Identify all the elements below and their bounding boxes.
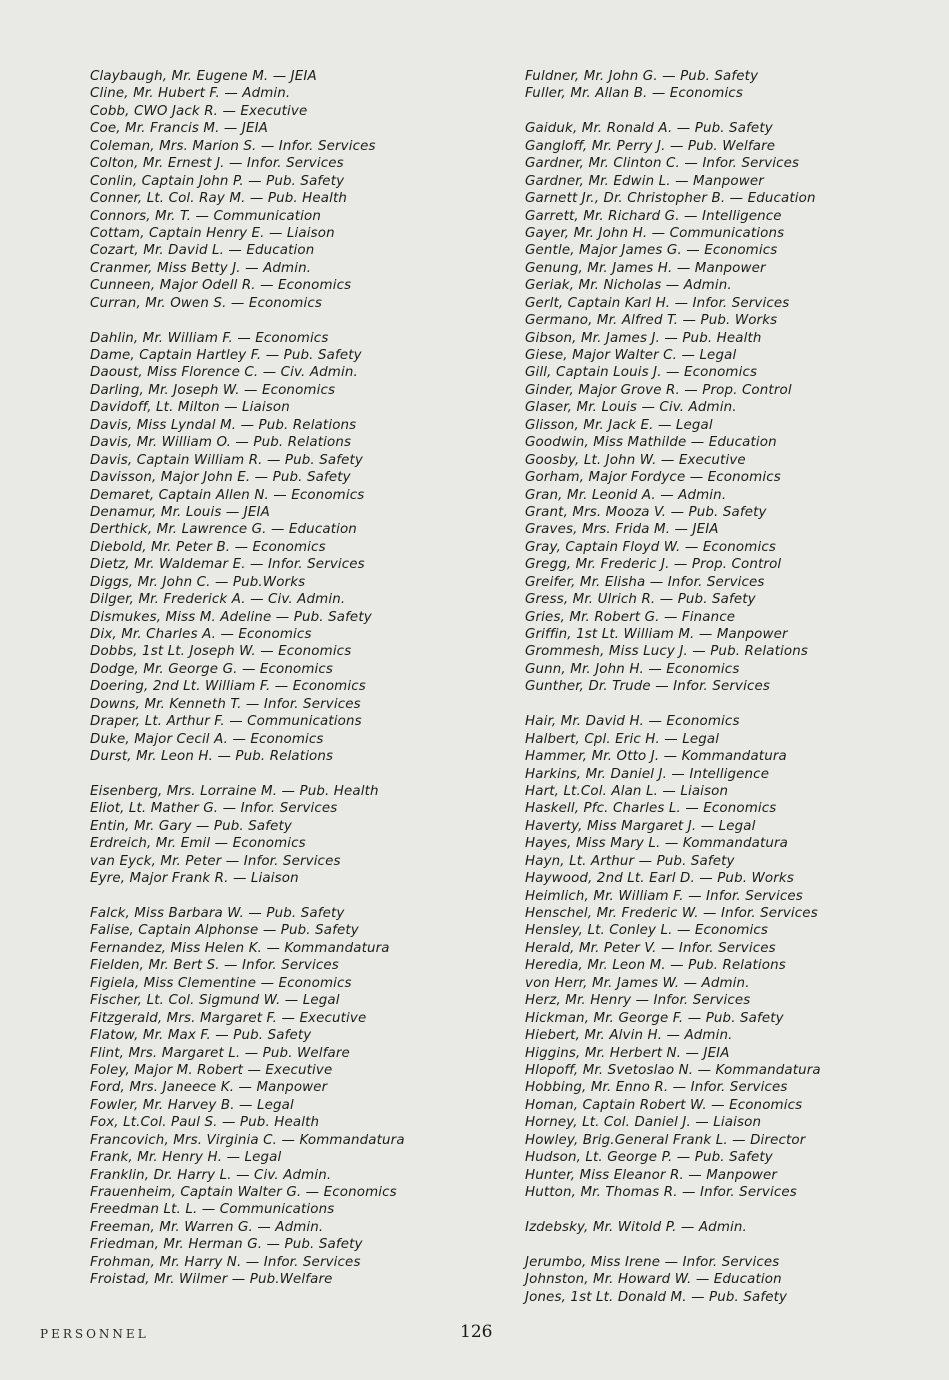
- personnel-entry: Foley, Major M. Robert — Executive: [90, 1062, 333, 1078]
- personnel-entry: Friedman, Mr. Herman G. — Pub. Safety: [90, 1237, 363, 1253]
- personnel-entry: Haskell, Pfc. Charles L. — Economics: [525, 801, 777, 817]
- personnel-entry: Conner, Lt. Col. Ray M. — Pub. Health: [90, 191, 348, 207]
- personnel-entry: Griffin, 1st Lt. William M. — Manpower: [525, 627, 788, 642]
- personnel-entry: Freeman, Mr. Warren G. — Admin.: [90, 1219, 324, 1235]
- personnel-entry: Gran, Mr. Leonid A. — Admin.: [525, 487, 727, 503]
- personnel-entry: Halbert, Cpl. Eric H. — Legal: [525, 731, 720, 747]
- personnel-entry: Haverty, Miss Margaret J. — Legal: [525, 818, 756, 834]
- footer-section-label: PERSONNEL: [40, 1327, 149, 1341]
- personnel-entry: Downs, Mr. Kenneth T. — Infor. Services: [90, 696, 361, 712]
- left-column: [90, 68, 500, 1289]
- personnel-entry: Flatow, Mr. Max F. — Pub. Safety: [90, 1028, 312, 1044]
- personnel-entry: Henschel, Mr. Frederic W. — Infor. Services: [525, 906, 818, 921]
- personnel-entry: Entin, Mr. Gary — Pub. Safety: [90, 818, 292, 834]
- personnel-entry: Falise, Captain Alphonse — Pub. Safety: [90, 923, 359, 939]
- section-gap: [90, 766, 500, 783]
- personnel-entry: Hobbing, Mr. Enno R. — Infor. Services: [525, 1080, 788, 1096]
- personnel-entry: Giese, Major Walter C. — Legal: [525, 348, 737, 363]
- personnel-entry: Duke, Major Cecil A. — Economics: [90, 731, 324, 747]
- personnel-entry: Diggs, Mr. John C. — Pub.Works: [90, 574, 306, 590]
- personnel-entry: Gill, Captain Louis J. — Economics: [525, 365, 758, 381]
- personnel-entry: Froistad, Mr. Wilmer — Pub.Welfare: [90, 1272, 333, 1288]
- personnel-entry: Hutton, Mr. Thomas R. — Infor. Services: [525, 1185, 797, 1200]
- personnel-entry: Hair, Mr. David H. — Economics: [525, 714, 740, 730]
- personnel-entry: Gaiduk, Mr. Ronald A. — Pub. Safety: [525, 121, 773, 137]
- personnel-entry: Gardner, Mr. Clinton C. — Infor. Services: [525, 156, 800, 172]
- personnel-entry: Fowler, Mr. Harvey B. — Legal: [90, 1097, 294, 1113]
- page-number: 126: [460, 1322, 493, 1342]
- personnel-entry: Howley, Brig.General Frank L. — Director: [525, 1132, 806, 1148]
- personnel-entry: Genung, Mr. James H. — Manpower: [525, 260, 766, 276]
- personnel-entry: Cline, Mr. Hubert F. — Admin.: [90, 86, 291, 102]
- personnel-entry: Flint, Mrs. Margaret L. — Pub. Welfare: [90, 1045, 350, 1061]
- personnel-entry: Cobb, CWO Jack R. — Executive: [90, 103, 308, 119]
- personnel-entry: Eliot, Lt. Mather G. — Infor. Services: [90, 801, 338, 817]
- personnel-entry: Hickman, Mr. George F. — Pub. Safety: [525, 1010, 784, 1026]
- personnel-entry: Cozart, Mr. David L. — Education: [90, 243, 315, 259]
- personnel-entry: Cunneen, Major Odell R. — Economics: [90, 278, 352, 294]
- personnel-entry: van Eyck, Mr. Peter — Infor. Services: [90, 853, 341, 869]
- personnel-entry: Davis, Captain William R. — Pub. Safety: [90, 452, 363, 468]
- personnel-entry: Gibson, Mr. James J. — Pub. Health: [525, 330, 762, 346]
- personnel-entry: Horney, Lt. Col. Daniel J. — Liaison: [525, 1115, 762, 1131]
- personnel-entry: Jones, 1st Lt. Donald M. — Pub. Safety: [525, 1289, 788, 1305]
- personnel-entry: Grommesh, Miss Lucy J. — Pub. Relations: [525, 644, 808, 660]
- personnel-entry: Goosby, Lt. John W. — Executive: [525, 452, 746, 468]
- personnel-entry: Grant, Mrs. Mooza V. — Pub. Safety: [525, 504, 767, 520]
- personnel-entry: Fischer, Lt. Col. Sigmund W. — Legal: [90, 993, 340, 1009]
- personnel-entry: Fuller, Mr. Allan B. — Economics: [525, 86, 743, 102]
- personnel-entry: Hart, Lt.Col. Alan L. — Liaison: [525, 783, 729, 799]
- personnel-entry: Hunter, Miss Eleanor R. — Manpower: [525, 1167, 778, 1183]
- personnel-entry: Harkins, Mr. Daniel J. — Intelligence: [525, 766, 770, 782]
- personnel-entry: Germano, Mr. Alfred T. — Pub. Works: [525, 313, 778, 329]
- personnel-entry: Higgins, Mr. Herbert N. — JEIA: [525, 1045, 730, 1061]
- personnel-entry: Freedman Lt. L. — Communications: [90, 1202, 335, 1218]
- personnel-entry: Connors, Mr. T. — Communication: [90, 208, 321, 224]
- personnel-entry: Ginder, Major Grove R. — Prop. Control: [525, 382, 792, 398]
- personnel-entry: Davidoff, Lt. Milton — Liaison: [90, 400, 290, 416]
- personnel-entry: Gress, Mr. Ulrich R. — Pub. Safety: [525, 592, 756, 608]
- personnel-entry: Johnston, Mr. Howard W. — Education: [525, 1272, 782, 1288]
- personnel-entry: Gayer, Mr. John H. — Communications: [525, 225, 785, 241]
- right-column: [525, 68, 935, 1306]
- personnel-entry: Geriak, Mr. Nicholas — Admin.: [525, 278, 732, 294]
- personnel-entry: Davisson, Major John E. — Pub. Safety: [90, 470, 351, 486]
- section-gap: [525, 103, 935, 120]
- personnel-entry: Gregg, Mr. Frederic J. — Prop. Control: [525, 557, 782, 573]
- personnel-entry: Coleman, Mrs. Marion S. — Infor. Services: [90, 138, 376, 154]
- personnel-entry: Izdebsky, Mr. Witold P. — Admin.: [525, 1219, 747, 1235]
- personnel-entry: Heimlich, Mr. William F. — Infor. Services: [525, 888, 803, 904]
- personnel-entry: Gray, Captain Floyd W. — Economics: [525, 539, 776, 555]
- personnel-entry: Dahlin, Mr. William F. — Economics: [90, 330, 329, 346]
- personnel-entry: Daoust, Miss Florence C. — Civ. Admin.: [90, 365, 358, 381]
- section-gap: [525, 1236, 935, 1253]
- personnel-entry: Herz, Mr. Henry — Infor. Services: [525, 993, 751, 1009]
- personnel-entry: Doering, 2nd Lt. William F. — Economics: [90, 679, 366, 695]
- personnel-entry: Hensley, Lt. Conley L. — Economics: [525, 923, 769, 939]
- personnel-entry: von Herr, Mr. James W. — Admin.: [525, 975, 750, 991]
- personnel-entry: Erdreich, Mr. Emil — Economics: [90, 836, 306, 852]
- personnel-entry: Ford, Mrs. Janeece K. — Manpower: [90, 1080, 328, 1096]
- personnel-entry: Garrett, Mr. Richard G. — Intelligence: [525, 208, 782, 224]
- personnel-entry: Cottam, Captain Henry E. — Liaison: [90, 225, 335, 241]
- personnel-entry: Davis, Miss Lyndal M. — Pub. Relations: [90, 417, 357, 433]
- personnel-entry: Darling, Mr. Joseph W. — Economics: [90, 382, 336, 398]
- personnel-entry: Glaser, Mr. Louis — Civ. Admin.: [525, 400, 737, 416]
- personnel-entry: Gangloff, Mr. Perry J. — Pub. Welfare: [525, 138, 776, 154]
- personnel-entry: Dobbs, 1st Lt. Joseph W. — Economics: [90, 644, 352, 660]
- personnel-entry: Frohman, Mr. Harry N. — Infor. Services: [90, 1254, 361, 1270]
- personnel-entry: Hudson, Lt. George P. — Pub. Safety: [525, 1150, 773, 1166]
- personnel-entry: Goodwin, Miss Mathilde — Education: [525, 435, 777, 451]
- personnel-entry: Gunn, Mr. John H. — Economics: [525, 661, 740, 677]
- personnel-entry: Durst, Mr. Leon H. — Pub. Relations: [90, 749, 334, 765]
- personnel-entry: Cranmer, Miss Betty J. — Admin.: [90, 260, 312, 276]
- personnel-entry: Fitzgerald, Mrs. Margaret F. — Executive: [90, 1010, 367, 1026]
- personnel-entry: Fernandez, Miss Helen K. — Kommandatura: [90, 940, 390, 956]
- personnel-entry: Glisson, Mr. Jack E. — Legal: [525, 417, 713, 433]
- personnel-entry: Gorham, Major Fordyce — Economics: [525, 470, 781, 486]
- personnel-entry: Falck, Miss Barbara W. — Pub. Safety: [90, 906, 345, 921]
- personnel-entry: Eyre, Major Frank R. — Liaison: [90, 871, 299, 887]
- personnel-entry: Figiela, Miss Clementine — Economics: [90, 975, 352, 991]
- personnel-entry: Dodge, Mr. George G. — Economics: [90, 661, 334, 677]
- personnel-entry: Fuldner, Mr. John G. — Pub. Safety: [525, 69, 759, 84]
- personnel-entry: Claybaugh, Mr. Eugene M. — JEIA: [90, 69, 317, 84]
- personnel-entry: Gunther, Dr. Trude — Infor. Services: [525, 679, 770, 695]
- section-gap: [90, 888, 500, 905]
- personnel-entry: Hlopoff, Mr. Svetoslao N. — Kommandatura: [525, 1062, 821, 1078]
- personnel-entry: Frauenheim, Captain Walter G. — Economics: [90, 1185, 397, 1200]
- personnel-entry: Gardner, Mr. Edwin L. — Manpower: [525, 173, 764, 189]
- personnel-entry: Derthick, Mr. Lawrence G. — Education: [90, 522, 357, 538]
- personnel-entry: Davis, Mr. William O. — Pub. Relations: [90, 435, 352, 451]
- personnel-entry: Coe, Mr. Francis M. — JEIA: [90, 121, 268, 137]
- personnel-entry: Homan, Captain Robert W. — Economics: [525, 1097, 803, 1113]
- personnel-entry: Frank, Mr. Henry H. — Legal: [90, 1150, 282, 1166]
- personnel-entry: Dilger, Mr. Frederick A. — Civ. Admin.: [90, 592, 346, 608]
- personnel-entry: Demaret, Captain Allen N. — Economics: [90, 487, 365, 503]
- personnel-entry: Gerlt, Captain Karl H. — Infor. Services: [525, 295, 790, 311]
- personnel-entry: Francovich, Mrs. Virginia C. — Kommandatura: [90, 1132, 405, 1148]
- personnel-entry: Dix, Mr. Charles A. — Economics: [90, 627, 312, 642]
- personnel-entry: Fox, Lt.Col. Paul S. — Pub. Health: [90, 1115, 320, 1131]
- personnel-entry: Draper, Lt. Arthur F. — Communications: [90, 714, 362, 730]
- section-gap: [525, 1201, 935, 1218]
- section-gap: [90, 312, 500, 329]
- personnel-entry: Dismukes, Miss M. Adeline — Pub. Safety: [90, 609, 372, 625]
- personnel-entry: Fielden, Mr. Bert S. — Infor. Services: [90, 958, 339, 974]
- personnel-entry: Hayes, Miss Mary L. — Kommandatura: [525, 836, 789, 852]
- personnel-entry: Franklin, Dr. Harry L. — Civ. Admin.: [90, 1167, 332, 1183]
- personnel-entry: Eisenberg, Mrs. Lorraine M. — Pub. Health: [90, 783, 379, 799]
- personnel-entry: Greifer, Mr. Elisha — Infor. Services: [525, 574, 765, 590]
- personnel-entry: Colton, Mr. Ernest J. — Infor. Services: [90, 156, 344, 172]
- personnel-entry: Garnett Jr., Dr. Christopher B. — Education: [525, 191, 816, 207]
- personnel-entry: Heredia, Mr. Leon M. — Pub. Relations: [525, 958, 786, 974]
- section-gap: [525, 696, 935, 713]
- personnel-entry: Curran, Mr. Owen S. — Economics: [90, 295, 322, 311]
- personnel-entry: Dietz, Mr. Waldemar E. — Infor. Services: [90, 557, 365, 573]
- personnel-entry: Jerumbo, Miss Irene — Infor. Services: [525, 1254, 780, 1270]
- personnel-entry: Gries, Mr. Robert G. — Finance: [525, 609, 736, 625]
- personnel-entry: Dame, Captain Hartley F. — Pub. Safety: [90, 348, 362, 363]
- personnel-entry: Conlin, Captain John P. — Pub. Safety: [90, 173, 345, 189]
- personnel-entry: Gentle, Major James G. — Economics: [525, 243, 778, 259]
- personnel-entry: Haywood, 2nd Lt. Earl D. — Pub. Works: [525, 871, 794, 887]
- personnel-entry: Herald, Mr. Peter V. — Infor. Services: [525, 940, 776, 956]
- personnel-entry: Graves, Mrs. Frida M. — JEIA: [525, 522, 719, 538]
- personnel-entry: Hiebert, Mr. Alvin H. — Admin.: [525, 1028, 733, 1044]
- personnel-entry: Hammer, Mr. Otto J. — Kommandatura: [525, 749, 787, 765]
- personnel-entry: Denamur, Mr. Louis — JEIA: [90, 504, 270, 520]
- personnel-entry: Hayn, Lt. Arthur — Pub. Safety: [525, 853, 735, 869]
- personnel-entry: Diebold, Mr. Peter B. — Economics: [90, 539, 326, 555]
